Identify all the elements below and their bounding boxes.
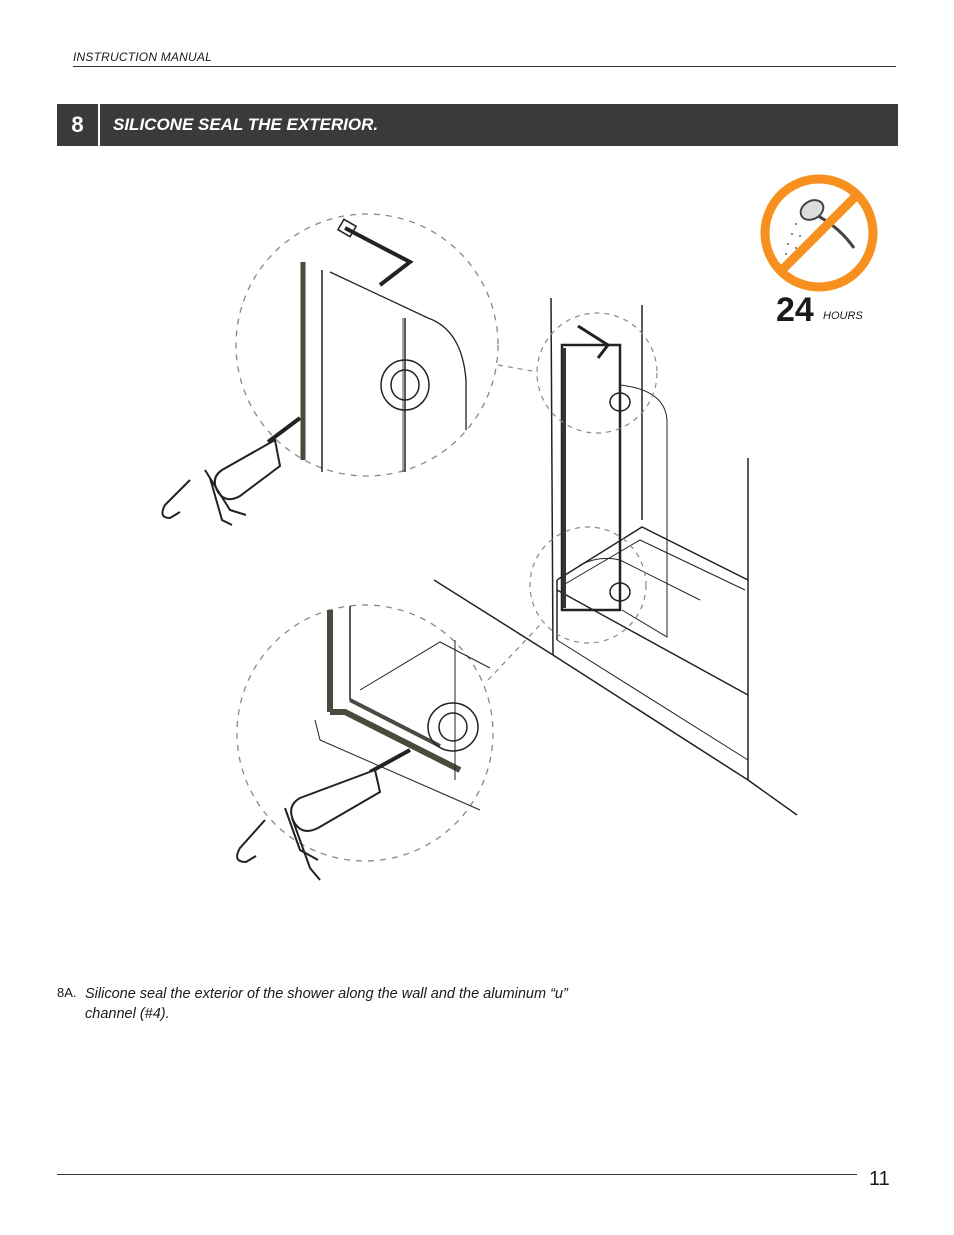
step-header-bar (57, 104, 898, 146)
caulk-gun-lower (237, 750, 410, 880)
page-number: 11 (869, 1168, 890, 1190)
step-number: 8 (71, 112, 84, 137)
header-divider (73, 66, 896, 67)
step-title: SILICONE SEAL THE EXTERIOR. (113, 115, 379, 134)
instruction-number: 8A. (57, 985, 77, 1000)
step-divider (98, 104, 100, 146)
cure-hours-value: 24 (776, 291, 814, 329)
caulk-gun-upper (162, 418, 300, 525)
footer-divider (57, 1174, 857, 1175)
instruction-text: Silicone seal the exterior of the shower along the wall and the aluminum “u” channel (#4). (85, 986, 568, 1022)
wall-edge-line (551, 298, 553, 655)
manual-header-label: INSTRUCTION MANUAL (73, 50, 212, 64)
cure-hours-label: HOURS (823, 310, 863, 322)
glass-panel-frame (562, 345, 620, 610)
no-shower-icon (758, 172, 880, 294)
